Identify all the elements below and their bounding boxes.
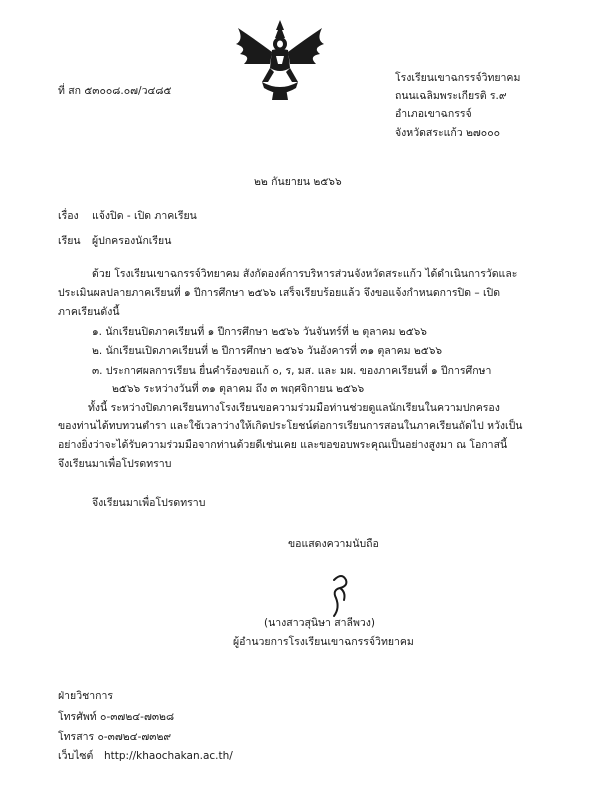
closing-line-2: ของท่านได้ทบทวนตำรา และใช้เวลาว่างให้เกิดประโยชน์ต่อการเรียนการสอนในภาคเรียนถัดไป หวังเป็น (58, 420, 523, 432)
intro-line-3: ภาคเรียนดังนี้ (58, 306, 120, 318)
signer-position: ผู้อำนวยการโรงเรียนเขาฉกรรจ์วิทยาคม (233, 636, 414, 648)
schedule-item-3-cont: ๒๕๖๖ ระหว่างวันที่ ๓๑ ตุลาคม ถึง ๓ พฤศจิกายน ๒๕๖๖ (112, 383, 365, 395)
intro-line-1: ด้วย โรงเรียนเขาฉกรรจ์วิทยาคม สังกัดองค์การบริหารส่วนจังหวัดสระแก้ว ได้ดำเนินการวัดและ (92, 268, 518, 280)
subject-label: เรื่อง (58, 210, 79, 222)
footer-website-label: เว็บไซต์ (58, 750, 94, 762)
closing-line-1: ทั้งนี้ ระหว่างปิดภาคเรียนทางโรงเรียนขอความร่วมมือท่านช่วยดูแลนักเรียนในความปกครอง (88, 402, 500, 414)
closing-line-3: อย่างยิ่งว่าจะได้รับความร่วมมือจากท่านด้วยดีเช่นเคย และขอขอบพระคุณเป็นอย่างสูงมา ณ โอกาสนี้ (58, 439, 508, 451)
footer-phone: โทรศัพท์ ๐-๓๗๒๔-๗๓๒๘ (58, 711, 175, 723)
intro-line-2: ประเมินผลปลายภาคเรียนที่ ๑ ปีการศึกษา ๒๕๖๖ เสร็จเรียบร้อยแล้ว จึงขอแจ้งกำหนดการปิด – เปิด (58, 287, 501, 299)
subject-value: แจ้งปิด - เปิด ภาคเรียน (92, 210, 197, 222)
final-statement: จึงเรียนมาเพื่อโปรดทราบ (92, 497, 206, 509)
sender-district: อำเภอเขาฉกรรจ์ (395, 108, 472, 120)
footer-department: ฝ่ายวิชาการ (58, 690, 114, 702)
sender-province: จังหวัดสระแก้ว ๒๗๐๐๐ (395, 127, 501, 139)
signer-name: (นางสาวสุนิษา สาลีพวง) (264, 617, 376, 629)
garuda-emblem (232, 18, 328, 102)
sender-school: โรงเรียนเขาฉกรรจ์วิทยาคม (395, 72, 521, 84)
reference-number: ที่ สก ๕๓๐๐๘.๐๗/ว๔๘๕ (58, 85, 172, 97)
closing-line-4: จึงเรียนมาเพื่อโปรดทราบ (58, 458, 172, 470)
footer-website-link[interactable]: http://khaochakan.ac.th/ (104, 750, 233, 762)
recipient-label: เรียน (58, 235, 81, 247)
schedule-item-1: ๑. นักเรียนปิดภาคเรียนที่ ๑ ปีการศึกษา ๒๕๖๖ วันจันทร์ที่ ๒ ตุลาคม ๒๕๖๖ (92, 326, 427, 338)
sender-road: ถนนเฉลิมพระเกียรติ ร.๙ (395, 90, 507, 102)
schedule-item-2: ๒. นักเรียนเปิดภาคเรียนที่ ๒ ปีการศึกษา ๒๕๖๖ วันอังคารที่ ๓๑ ตุลาคม ๒๕๖๖ (92, 345, 443, 357)
signature (320, 570, 360, 618)
schedule-item-3: ๓. ประกาศผลการเรียน ยื่นคำร้องขอแก้ ๐, ร, มส. และ มผ. ของภาคเรียนที่ ๑ ปีการศึกษา (92, 365, 492, 377)
recipient-value: ผู้ปกครองนักเรียน (92, 235, 172, 247)
letter-date: ๒๒ กันยายน ๒๕๖๖ (254, 176, 342, 188)
footer-fax: โทรสาร ๐-๓๗๒๔-๗๓๒๙ (58, 731, 172, 743)
regards-text: ขอแสดงความนับถือ (288, 538, 379, 550)
